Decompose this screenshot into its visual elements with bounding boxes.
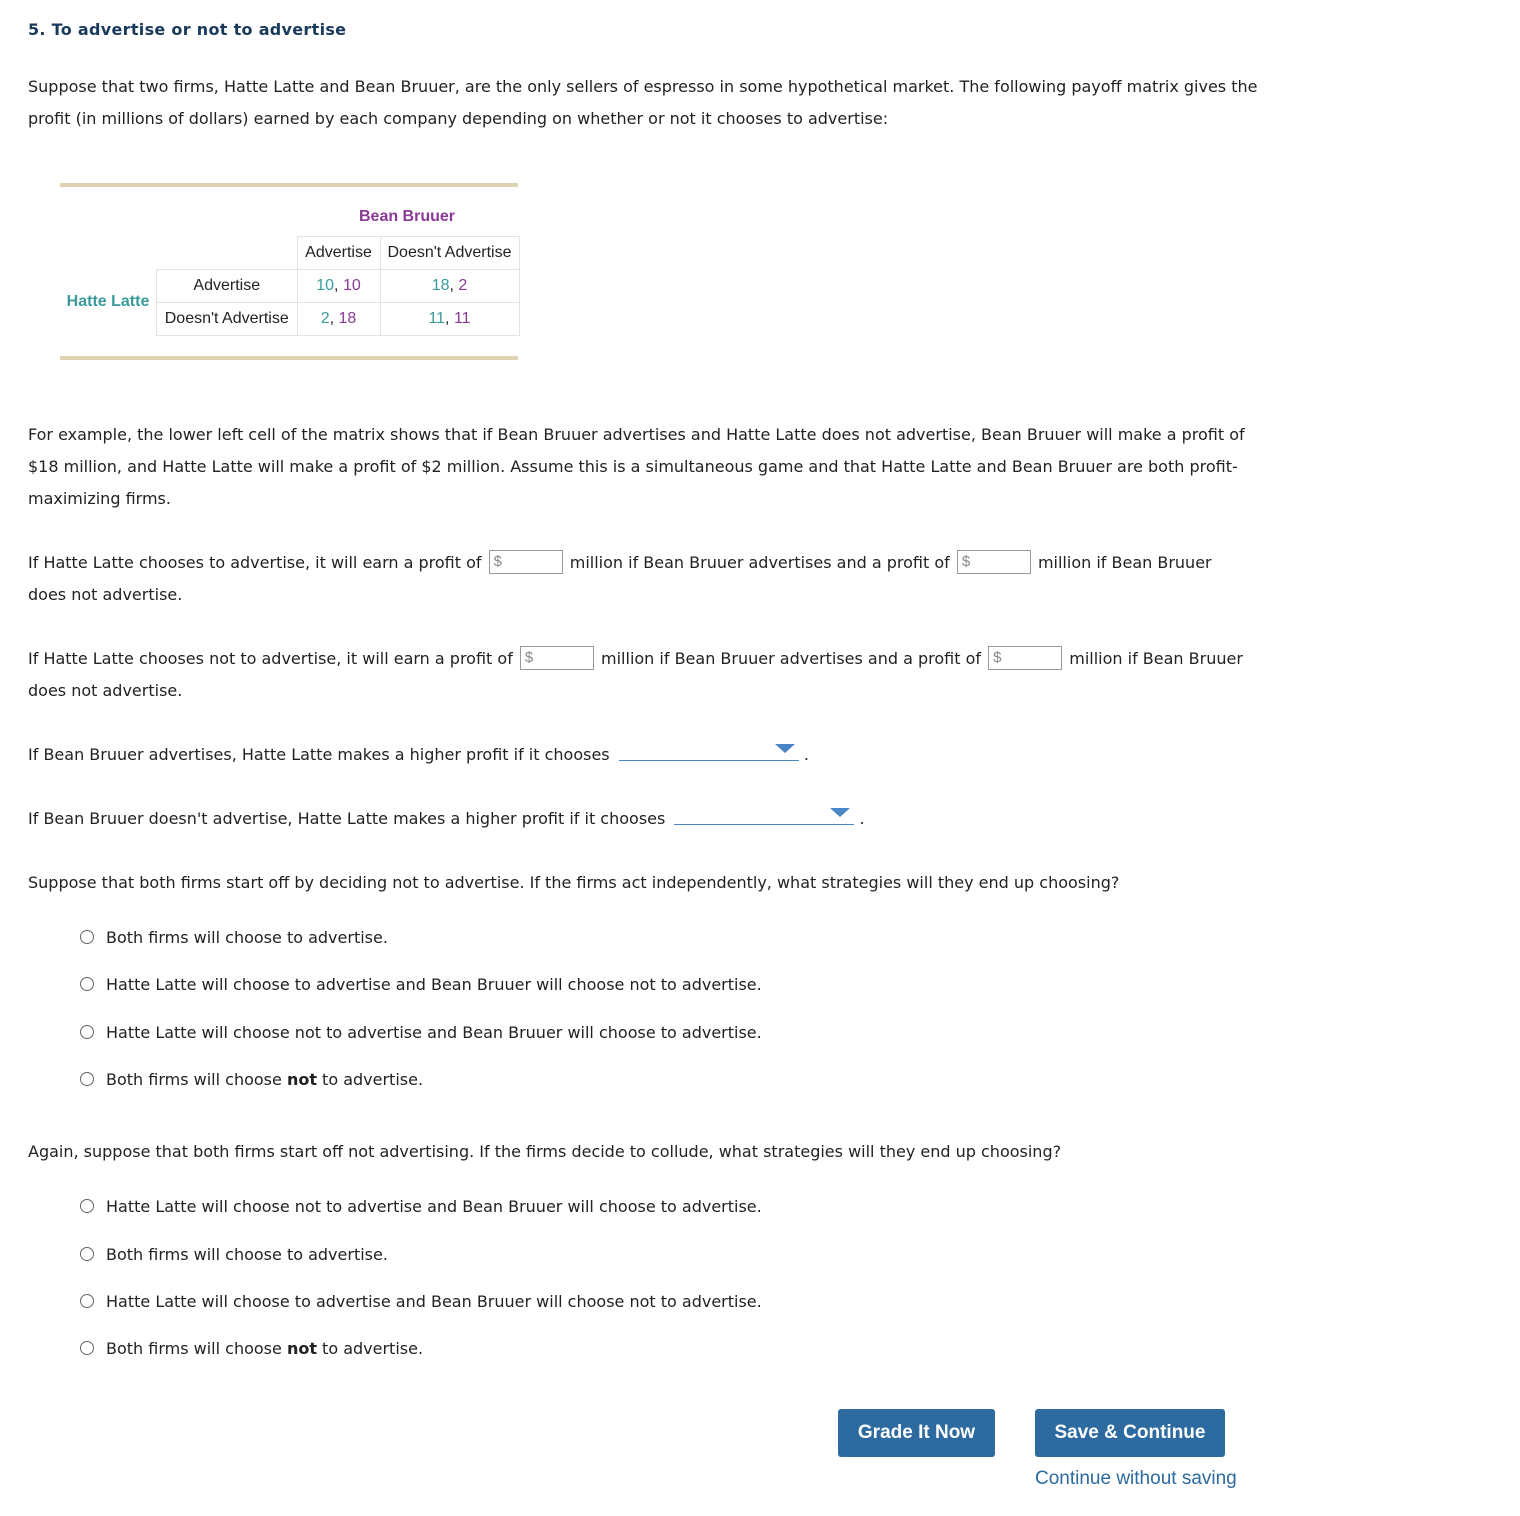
example-paragraph: For example, the lower left cell of the matrix shows that if Bean Bruuer advertises and Hatte Latte does not advertise, Bean Bruuer will make a profit of $18 million, and Hatte Latte will make a profit of $2 million. Assume this is a simultaneous game and that Hatte Latte and Bean Bruuer are both profit-maximizing firms.	[28, 425, 1245, 508]
radio-button[interactable]	[80, 930, 94, 944]
independent-option[interactable]: Hatte Latte will choose not to advertise and Bean Bruuer will choose to advertise.	[80, 1021, 762, 1045]
independent-prompt: Suppose that both firms start off by deciding not to advertise. If the firms act independently, what strategies will they end up choosing?	[28, 873, 1120, 892]
radio-button[interactable]	[80, 977, 94, 991]
q2-value1[interactable]	[535, 652, 595, 674]
radio-button[interactable]	[80, 1341, 94, 1355]
dropdown-arrow-icon	[775, 744, 795, 753]
payoff-cell: 18, 2	[380, 270, 519, 303]
independent-option[interactable]: Both firms will choose to advertise.	[80, 926, 388, 950]
radio-button[interactable]	[80, 1294, 94, 1308]
radio-button[interactable]	[80, 1025, 94, 1039]
col-header: Doesn't Advertise	[380, 237, 519, 270]
radio-button[interactable]	[80, 1199, 94, 1213]
dollar-sign: $	[993, 648, 1002, 666]
matrix-top-rule	[60, 183, 518, 187]
matrix-bottom-rule	[60, 356, 518, 360]
collude-option[interactable]: Hatte Latte will choose not to advertise and Bean Bruuer will choose to advertise.	[80, 1195, 762, 1219]
collude-prompt: Again, suppose that both firms start off not advertising. If the firms decide to collude, what strategies will they end up choosing?	[28, 1142, 1062, 1161]
strategy-dropdown-1[interactable]	[619, 742, 799, 761]
payoff-matrix	[156, 236, 520, 336]
row-header: Doesn't Advertise	[157, 303, 298, 336]
dropdown-question-1: If Bean Bruuer advertises, Hatte Latte makes a higher profit if it chooses .	[28, 739, 809, 771]
independent-option[interactable]: Both firms will choose not to advertise.	[80, 1068, 423, 1092]
row-player-label: Hatte Latte	[66, 293, 150, 310]
continue-without-saving-link[interactable]: Continue without saving	[1035, 1468, 1237, 1489]
q1-line: If Hatte Latte chooses to advertise, it will earn a profit of $ million if Bean Bruuer advertises and a profit of $ million if Bean Bruuer	[28, 547, 1212, 579]
q2-profit-input-2[interactable]	[988, 646, 1062, 670]
row-header: Advertise	[157, 270, 298, 303]
col-player-label: Bean Bruuer	[358, 208, 456, 225]
q1-line-cont: does not advertise.	[28, 585, 183, 604]
q1-profit-input-1[interactable]	[489, 550, 563, 574]
dollar-sign: $	[493, 552, 502, 570]
dollar-sign: $	[961, 552, 971, 570]
payoff-cell: 10, 10	[297, 270, 380, 303]
dropdown-question-2: If Bean Bruuer doesn't advertise, Hatte Latte makes a higher profit if it chooses .	[28, 803, 865, 835]
q2-profit-input-1[interactable]	[520, 646, 594, 670]
intro-paragraph: Suppose that two firms, Hatte Latte and Bean Bruuer, are the only sellers of espresso in some hypothetical market. The following payoff matrix gives the profit (in millions of dollars) earned by each company depending on whether or not it chooses to advertise:	[28, 77, 1258, 128]
q2-line: If Hatte Latte chooses not to advertise, it will earn a profit of $ million if Bean Bruuer advertises and a profit of $ million if Bean Bruuer	[28, 643, 1243, 675]
payoff-cell: 11, 11	[380, 303, 519, 336]
q2-value2[interactable]	[1003, 652, 1063, 674]
col-header: Advertise	[297, 237, 380, 270]
question-title: 5. To advertise or not to advertise	[28, 20, 347, 39]
strategy-dropdown-2[interactable]	[674, 806, 854, 825]
save-continue-button[interactable]: Save & Continue	[1035, 1409, 1225, 1457]
collude-option[interactable]: Hatte Latte will choose to advertise and Bean Bruuer will choose not to advertise.	[80, 1290, 762, 1314]
q2-line-cont: does not advertise.	[28, 681, 183, 700]
collude-option[interactable]: Both firms will choose not to advertise.	[80, 1337, 423, 1361]
q1-value2[interactable]	[972, 556, 1032, 578]
radio-button[interactable]	[80, 1072, 94, 1086]
independent-option[interactable]: Hatte Latte will choose to advertise and Bean Bruuer will choose not to advertise.	[80, 973, 762, 997]
radio-button[interactable]	[80, 1247, 94, 1261]
q1-value1[interactable]	[504, 556, 564, 578]
payoff-cell: 2, 18	[297, 303, 380, 336]
dollar-sign: $	[524, 648, 534, 666]
dropdown-arrow-icon	[830, 808, 850, 817]
collude-option[interactable]: Both firms will choose to advertise.	[80, 1243, 388, 1267]
grade-it-now-button[interactable]: Grade It Now	[838, 1409, 995, 1457]
q1-profit-input-2[interactable]	[957, 550, 1031, 574]
